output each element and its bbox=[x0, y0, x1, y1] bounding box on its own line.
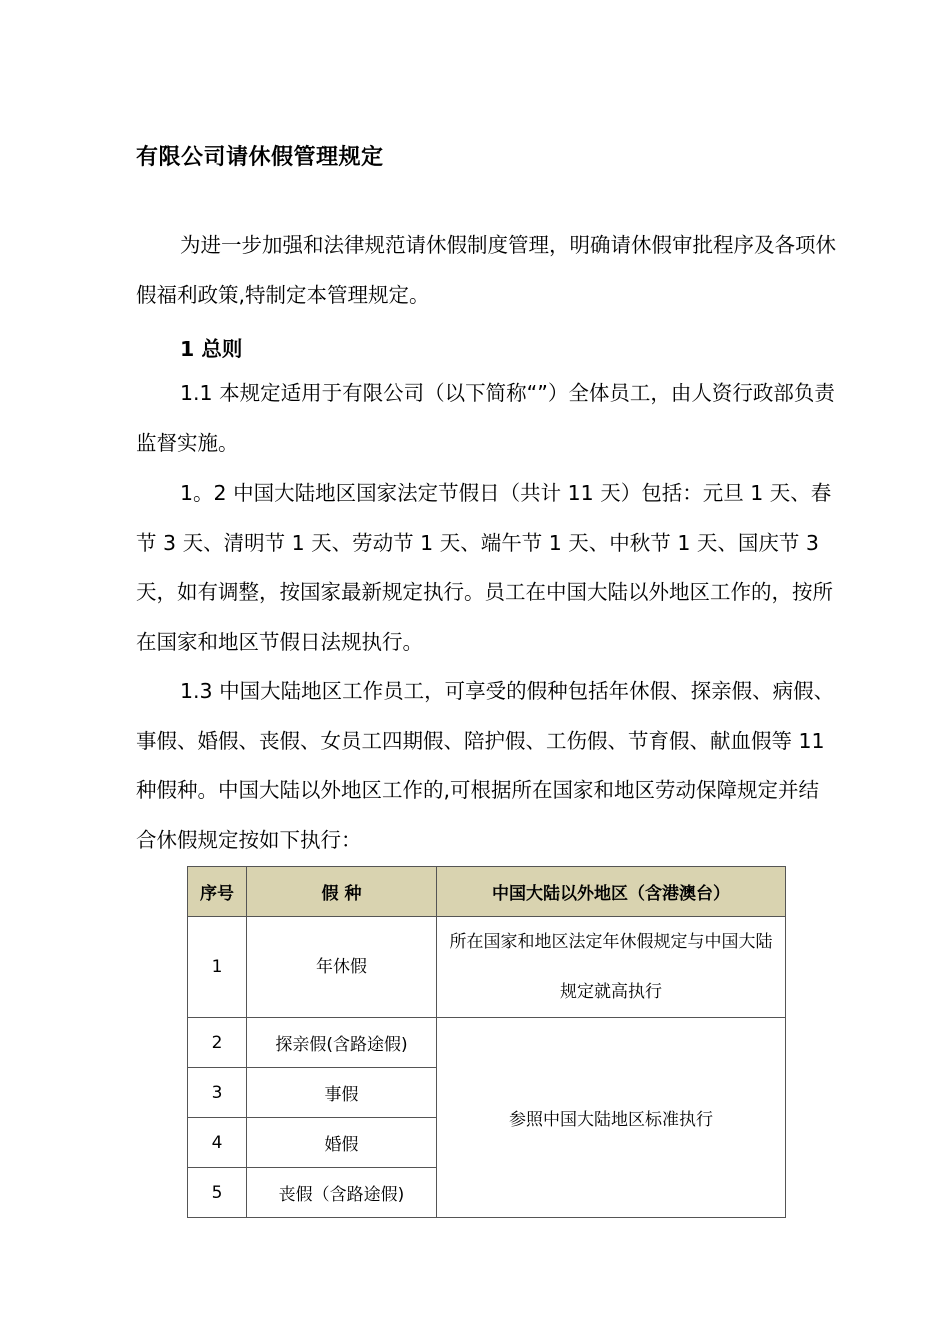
row-leave-type: 年休假 bbox=[247, 917, 437, 1018]
row-leave-type: 事假 bbox=[247, 1068, 437, 1118]
row-number: 2 bbox=[188, 1018, 247, 1068]
row-rule: 所在国家和地区法定年休假规定与中国大陆规定就高执行 bbox=[437, 917, 786, 1018]
row-number: 1 bbox=[188, 917, 247, 1018]
row-number: 4 bbox=[188, 1118, 247, 1168]
table-row bbox=[188, 1018, 786, 1068]
row-leave-type: 丧假（含路途假) bbox=[247, 1168, 437, 1218]
header-leave-type: 假 种 bbox=[247, 867, 437, 917]
row-leave-type: 婚假 bbox=[247, 1118, 437, 1168]
leave-policy-table bbox=[187, 866, 786, 1218]
header-number: 序号 bbox=[188, 867, 247, 917]
table-row bbox=[188, 917, 786, 1018]
merged-rule-cell: 参照中国大陆地区标准执行 bbox=[437, 1018, 786, 1218]
document-title: 有限公司请休假管理规定 bbox=[136, 145, 384, 170]
row-leave-type: 探亲假(含路途假) bbox=[247, 1018, 437, 1068]
clause-1-1: 1.1 本规定适用于有限公司（以下简称“”）全体员工，由人资行政部负责监督实施。 bbox=[136, 381, 835, 455]
table-header-row bbox=[188, 867, 786, 917]
row-number: 3 bbox=[188, 1068, 247, 1118]
section-heading: 1 总则 bbox=[180, 337, 243, 361]
row-number: 5 bbox=[188, 1168, 247, 1218]
intro-paragraph: 为进一步加强和法律规范请休假制度管理，明确请休假审批程序及各项休假福利政策,特制定本管理规定。 bbox=[136, 233, 836, 307]
clause-1-2: 1。2 中国大陆地区国家法定节假日（共计 11 天）包括：元旦 1 天、春节 3 天、清明节 1 天、劳动节 1 天、端午节 1 天、中秋节 1 天、国庆节 3 天，如有调整，按国家最新规定执行。员工在中国大陆以外地区工作的，按所在国家和地区节假日法规执行。 bbox=[136, 481, 833, 654]
clause-1-3: 1.3 中国大陆地区工作员工，可享受的假种包括年休假、探亲假、病假、事假、婚假、丧假、女员工四期假、陪护假、工伤假、节育假、献血假等 11 种假种。中国大陆以外地区工作的,可根据所在国家和地区劳动保障规定并结合休假规定按如下执行： bbox=[136, 679, 835, 852]
header-overseas-rule: 中国大陆以外地区（含港澳台） bbox=[437, 867, 786, 917]
